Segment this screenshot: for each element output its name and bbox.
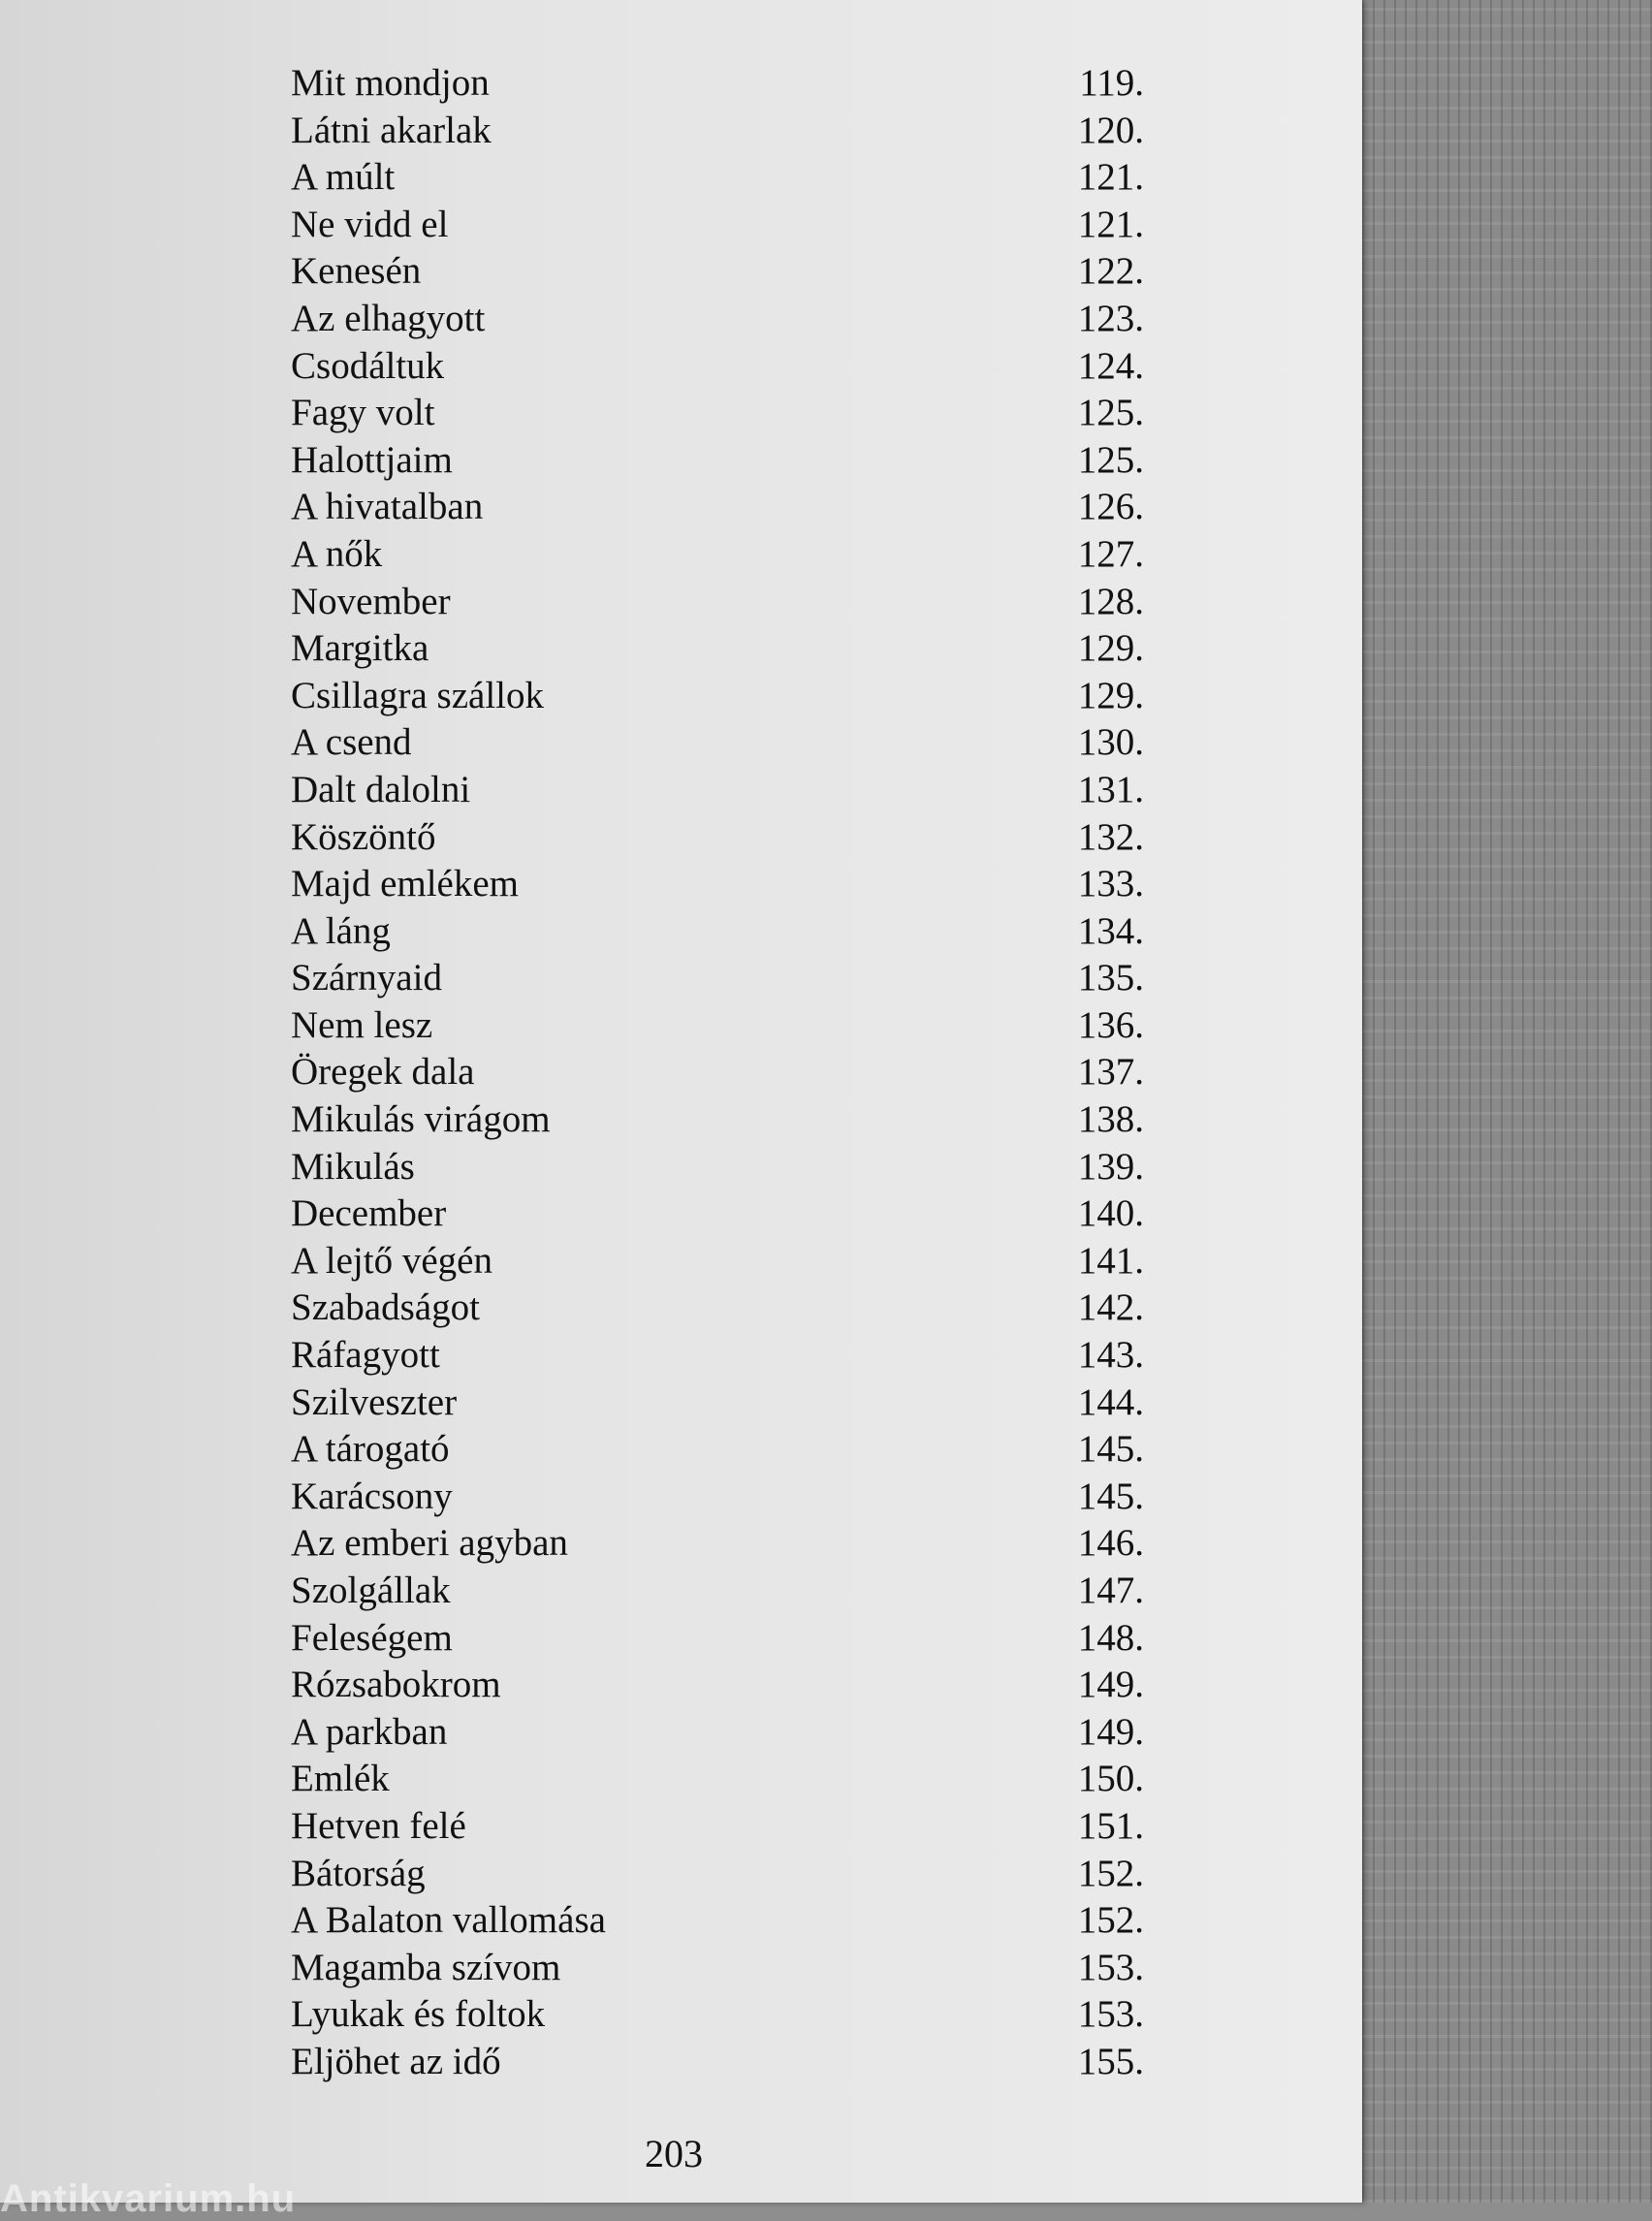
toc-entry-page: 145. bbox=[1077, 1475, 1144, 1517]
toc-entry-page: 131. bbox=[1077, 768, 1144, 810]
toc-entry-page: 122. bbox=[1077, 250, 1144, 293]
toc-entry-page: 151. bbox=[1077, 1804, 1144, 1847]
toc-entry-title: Eljöhet az idő bbox=[291, 2040, 501, 2082]
toc-entry-title: Szolgállak bbox=[291, 1570, 451, 1611]
toc-entry bbox=[291, 2039, 1144, 2086]
toc-entry bbox=[291, 1285, 1144, 1332]
toc-entry-page: 155. bbox=[1077, 2040, 1144, 2082]
table-of-contents bbox=[291, 60, 1144, 2086]
toc-entry-page: 136. bbox=[1077, 1003, 1144, 1046]
background-surface bbox=[1362, 0, 1652, 2203]
toc-entry-page: 127. bbox=[1077, 532, 1144, 575]
toc-entry-title: Csodáltuk bbox=[291, 344, 445, 387]
toc-entry-title: Mikulás bbox=[291, 1145, 415, 1188]
toc-entry-page: 129. bbox=[1077, 627, 1144, 670]
toc-entry-page: 153. bbox=[1077, 1946, 1144, 1988]
toc-entry-title: Köszöntő bbox=[291, 815, 436, 858]
toc-entry bbox=[291, 1474, 1144, 1521]
toc-entry-page: 144. bbox=[1077, 1380, 1144, 1423]
toc-entry bbox=[291, 248, 1144, 296]
toc-entry-title: A nők bbox=[291, 532, 383, 575]
toc-entry-title: Dalt dalolni bbox=[291, 768, 471, 810]
toc-entry-page: 152. bbox=[1077, 1852, 1144, 1894]
toc-entry bbox=[291, 767, 1144, 814]
toc-entry bbox=[291, 1332, 1144, 1380]
toc-entry-title: Mit mondjon bbox=[291, 62, 490, 104]
toc-entry bbox=[291, 1615, 1144, 1663]
toc-entry-title: Öregek dala bbox=[291, 1051, 475, 1094]
toc-entry bbox=[291, 1190, 1144, 1238]
toc-entry bbox=[291, 437, 1144, 485]
toc-entry-title: Fagy volt bbox=[291, 392, 435, 434]
toc-entry bbox=[291, 579, 1144, 626]
watermark: Antikvarium.hu bbox=[0, 2177, 297, 2220]
toc-entry-page: 145. bbox=[1077, 1428, 1144, 1471]
toc-entry-title: A csend bbox=[291, 721, 412, 764]
toc-entry bbox=[291, 1426, 1144, 1474]
toc-entry-title: A hivatalban bbox=[291, 486, 484, 528]
toc-entry-title: Szárnyaid bbox=[291, 957, 442, 999]
toc-entry bbox=[291, 1709, 1144, 1757]
toc-entry-title: Mikulás virágom bbox=[291, 1098, 551, 1141]
toc-entry-page: 152. bbox=[1077, 1899, 1144, 1942]
toc-entry-page: 133. bbox=[1077, 863, 1144, 905]
toc-entry-page: 146. bbox=[1077, 1522, 1144, 1565]
toc-entry-title: Rózsabokrom bbox=[291, 1664, 501, 1706]
toc-entry bbox=[291, 625, 1144, 673]
toc-entry bbox=[291, 202, 1144, 249]
toc-entry bbox=[291, 1049, 1144, 1096]
toc-entry-title: December bbox=[291, 1192, 447, 1235]
toc-entry-page: 125. bbox=[1077, 392, 1144, 434]
toc-entry bbox=[291, 108, 1144, 155]
toc-entry bbox=[291, 1380, 1144, 1427]
toc-entry-title: Hetven felé bbox=[291, 1804, 466, 1847]
toc-entry-title: Az emberi agyban bbox=[291, 1522, 568, 1565]
toc-entry-title: November bbox=[291, 580, 451, 622]
page-number: 203 bbox=[645, 2132, 703, 2175]
toc-entry-title: A tárogató bbox=[291, 1428, 450, 1471]
toc-entry-page: 120. bbox=[1077, 109, 1144, 151]
toc-entry-page: 139. bbox=[1077, 1145, 1144, 1188]
toc-entry-title: Karácsony bbox=[291, 1475, 453, 1517]
toc-entry bbox=[291, 1096, 1144, 1144]
toc-entry-page: 153. bbox=[1077, 1993, 1144, 2036]
toc-entry bbox=[291, 1945, 1144, 1992]
toc-entry-page: 135. bbox=[1077, 957, 1144, 999]
toc-entry bbox=[291, 60, 1144, 108]
toc-entry-page: 149. bbox=[1077, 1710, 1144, 1753]
toc-entry-title: A múlt bbox=[291, 156, 396, 199]
toc-entry-title: Szabadságot bbox=[291, 1286, 480, 1329]
toc-entry bbox=[291, 154, 1144, 202]
toc-entry bbox=[291, 1568, 1144, 1615]
toc-entry bbox=[291, 861, 1144, 908]
toc-entry-title: Ne vidd el bbox=[291, 203, 449, 245]
toc-entry bbox=[291, 1803, 1144, 1851]
toc-entry bbox=[291, 1756, 1144, 1803]
toc-entry-page: 123. bbox=[1077, 297, 1144, 339]
toc-entry-title: Látni akarlak bbox=[291, 109, 492, 151]
toc-entry bbox=[291, 1662, 1144, 1709]
toc-entry bbox=[291, 1851, 1144, 1898]
toc-entry bbox=[291, 1144, 1144, 1191]
toc-entry-page: 143. bbox=[1077, 1334, 1144, 1377]
toc-entry-page: 147. bbox=[1077, 1570, 1144, 1611]
toc-entry-page: 137. bbox=[1077, 1051, 1144, 1094]
toc-entry-page: 129. bbox=[1077, 674, 1144, 716]
toc-entry-page: 130. bbox=[1077, 721, 1144, 764]
toc-entry-page: 132. bbox=[1077, 815, 1144, 858]
toc-entry bbox=[291, 955, 1144, 1002]
toc-entry-title: Margitka bbox=[291, 627, 429, 670]
toc-entry-title: Csillagra szállok bbox=[291, 674, 545, 716]
toc-entry-page: 141. bbox=[1077, 1239, 1144, 1282]
toc-entry-title: Szilveszter bbox=[291, 1380, 458, 1423]
toc-entry-title: A parkban bbox=[291, 1710, 448, 1753]
toc-entry bbox=[291, 719, 1144, 767]
toc-entry-page: 140. bbox=[1077, 1192, 1144, 1235]
toc-entry-page: 150. bbox=[1077, 1758, 1144, 1800]
toc-entry bbox=[291, 484, 1144, 531]
toc-entry-page: 121. bbox=[1077, 156, 1144, 199]
toc-entry-page: 142. bbox=[1077, 1286, 1144, 1329]
toc-entry-title: Bátorság bbox=[291, 1852, 426, 1894]
toc-entry-title: Magamba szívom bbox=[291, 1946, 561, 1988]
toc-entry-page: 124. bbox=[1077, 344, 1144, 387]
toc-entry-page: 134. bbox=[1077, 909, 1144, 952]
toc-entry-title: A Balaton vallomása bbox=[291, 1899, 606, 1942]
toc-entry bbox=[291, 531, 1144, 579]
toc-entry bbox=[291, 390, 1144, 437]
toc-entry-title: Nem lesz bbox=[291, 1003, 433, 1046]
toc-entry bbox=[291, 1897, 1144, 1945]
toc-entry-title: Ráfagyott bbox=[291, 1334, 440, 1377]
toc-entry-title: Feleségem bbox=[291, 1616, 453, 1659]
toc-entry-title: Majd emlékem bbox=[291, 863, 520, 905]
toc-entry bbox=[291, 814, 1144, 862]
toc-entry-page: 128. bbox=[1077, 580, 1144, 622]
toc-entry bbox=[291, 1238, 1144, 1285]
toc-entry-page: 126. bbox=[1077, 486, 1144, 528]
toc-entry-page: 121. bbox=[1077, 203, 1144, 245]
toc-entry-page: 125. bbox=[1077, 438, 1144, 481]
toc-entry-page: 148. bbox=[1077, 1616, 1144, 1659]
toc-entry bbox=[291, 343, 1144, 391]
toc-entry bbox=[291, 908, 1144, 956]
toc-entry bbox=[291, 1991, 1144, 2039]
toc-entry-title: Kenesén bbox=[291, 250, 422, 293]
toc-entry-title: A lejtő végén bbox=[291, 1239, 492, 1282]
toc-entry-page: 119. bbox=[1079, 62, 1144, 104]
toc-entry bbox=[291, 1520, 1144, 1568]
toc-entry-title: Emlék bbox=[291, 1758, 390, 1800]
toc-entry bbox=[291, 1002, 1144, 1050]
toc-entry-page: 138. bbox=[1077, 1098, 1144, 1141]
toc-entry bbox=[291, 296, 1144, 343]
toc-entry-title: Halottjaim bbox=[291, 438, 453, 481]
toc-entry-title: Lyukak és foltok bbox=[291, 1993, 546, 2036]
toc-entry-page: 149. bbox=[1077, 1664, 1144, 1706]
toc-entry-title: A láng bbox=[291, 909, 391, 952]
toc-entry bbox=[291, 673, 1144, 720]
toc-entry-title: Az elhagyott bbox=[291, 297, 486, 339]
